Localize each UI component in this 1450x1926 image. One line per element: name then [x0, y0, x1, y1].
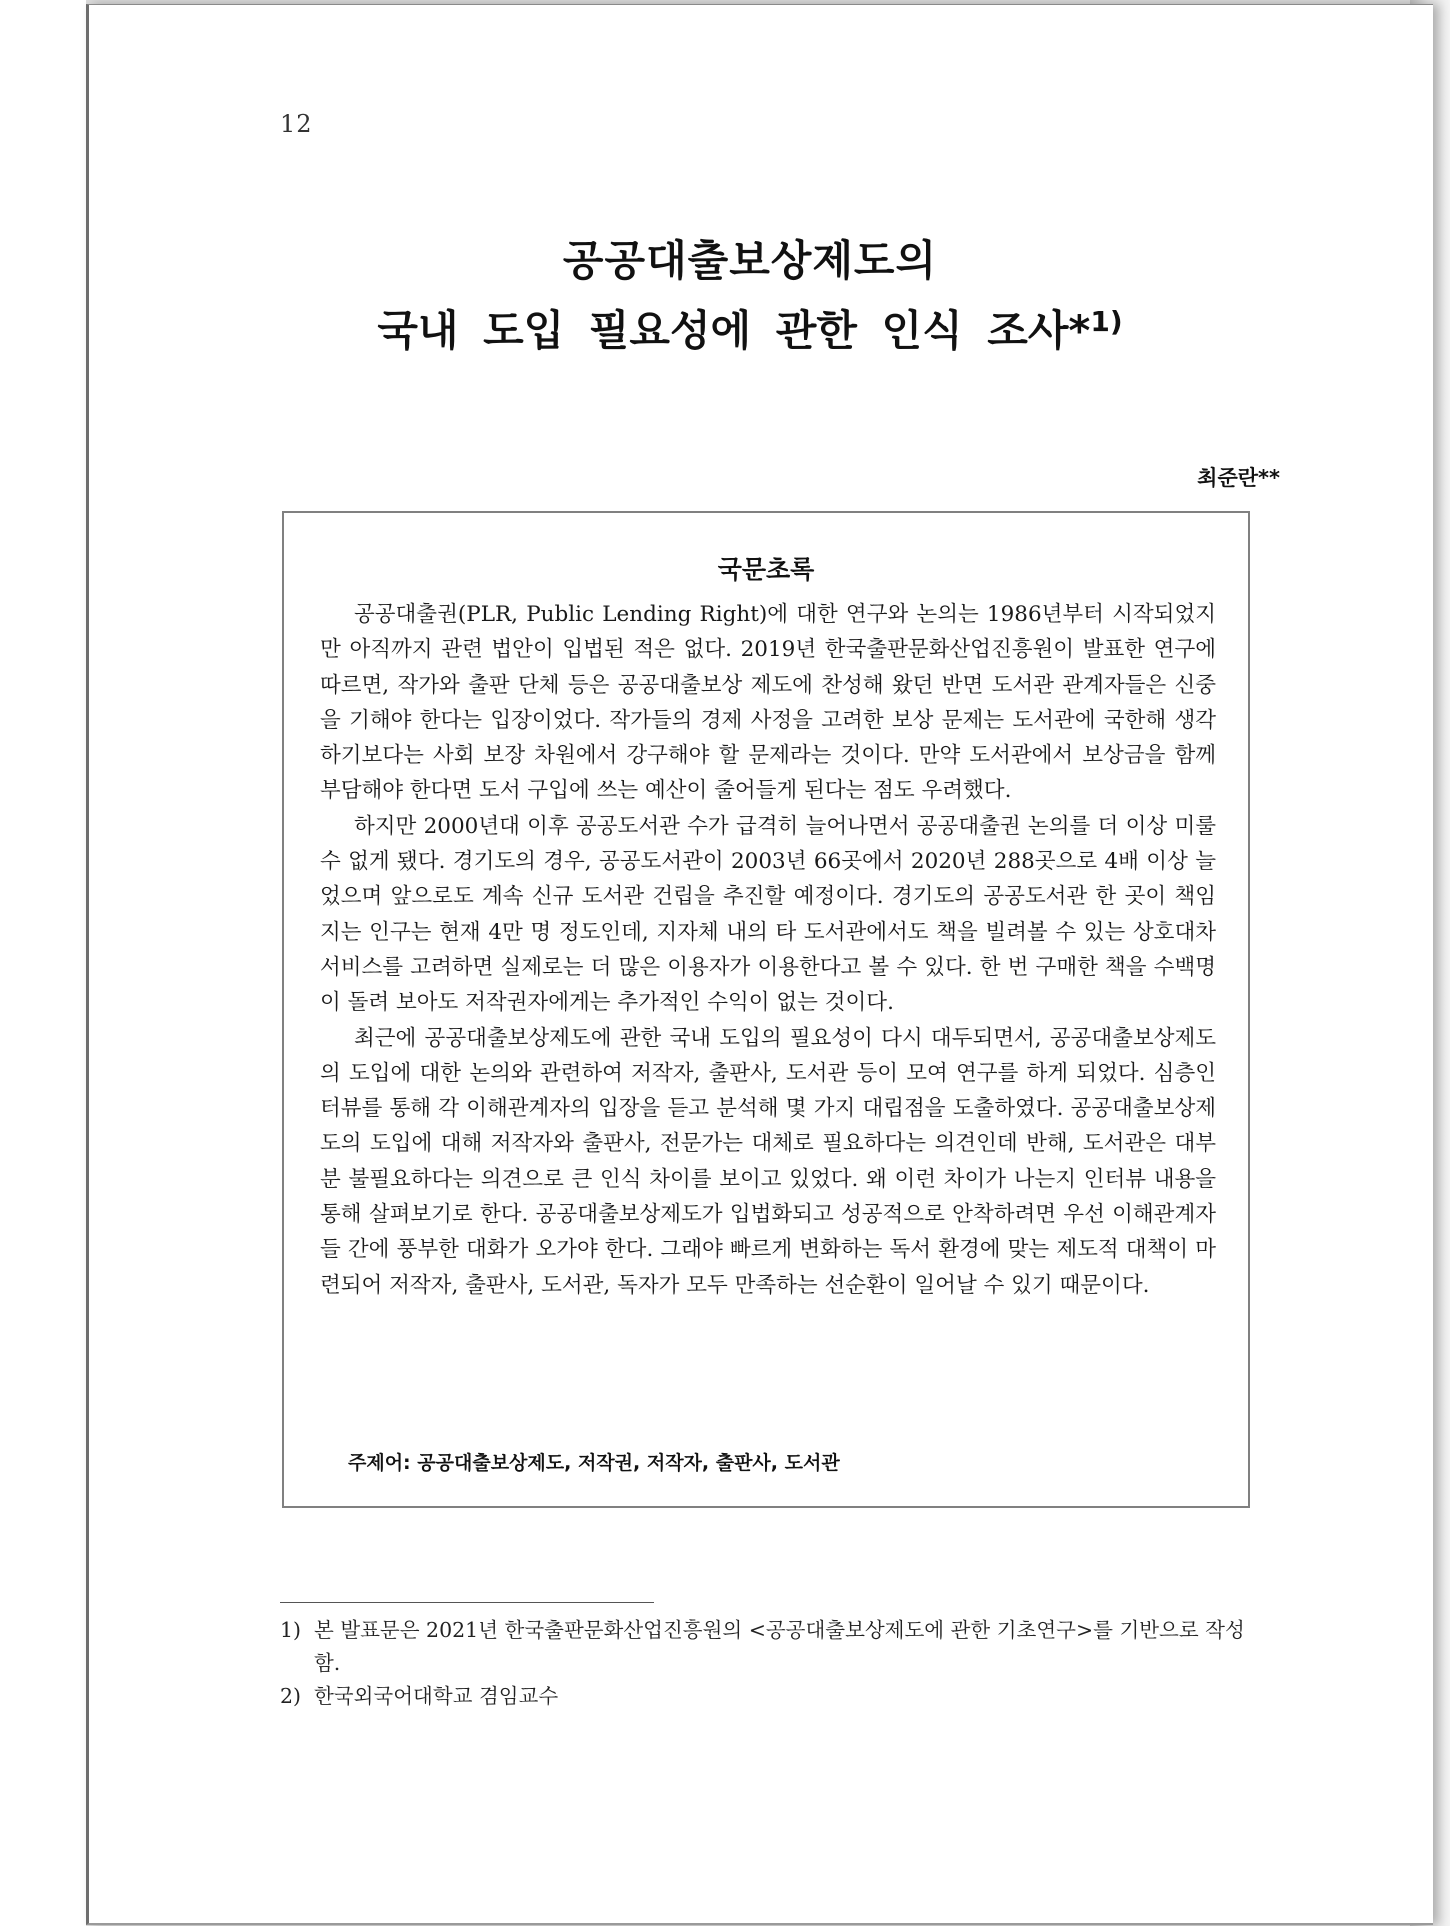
footnote-item	[280, 1680, 1270, 1713]
abstract-paragraph: 공공대출권(PLR, Public Lending Right)에 대한 연구와 논의는 1986년부터 시작되었지만 아직까지 관련 법안이 입법된 적은 없다. 2019년 한국출판문화산업진흥원이 발표한 연구에 따르면, 작가와 출판 단체 등은 공공대출보상 제도에 찬성해 왔던 반면 도서관 관계자들은 신중을 기해야 한다는 입장이었다. 작가들의 경제 사정을 고려한 보상 문제는 도서관에 국한해 생각하기보다는 사회 보장 차원에서 강구해야 할 문제라는 것이다. 만약 도서관에서 보상금을 함께 부담해야 한다면 도서 구입에 쓰는 예산이 줄어들게 된다는 점도 우려했다.	[320, 602, 1216, 804]
footnotes	[280, 1614, 1270, 1713]
title-line-2	[300, 298, 1200, 358]
abstract-box	[282, 511, 1250, 1508]
title-footnote-ref: 1)	[1090, 305, 1123, 338]
title-line-2-text: 국내 도입 필요성에 관한 인식 조사*	[377, 306, 1091, 355]
page-number: 12	[280, 110, 313, 138]
abstract-paragraph: 하지만 2000년대 이후 공공도서관 수가 급격히 늘어나면서 공공대출권 논의를 더 이상 미룰 수 없게 됐다. 경기도의 경우, 공공도서관이 2003년 66곳에서 2020년 288곳으로 4배 이상 늘었으며 앞으로도 계속 신규 도서관 건립을 추진할 예정이다. 경기도의 공공도서관 한 곳이 책임지는 인구는 현재 4만 명 정도인데, 지자체 내의 타 도서관에서도 책을 빌려볼 수 있는 상호대차 서비스를 고려하면 실제로는 더 많은 이용자가 이용한다고 볼 수 있다. 한 번 구매한 책을 수백명이 돌려 보아도 저작권자에게는 추가적인 수익이 없는 것이다.	[320, 813, 1216, 1016]
footnote-item	[280, 1614, 1270, 1680]
abstract-paragraph: 최근에 공공대출보상제도에 관한 국내 도입의 필요성이 다시 대두되면서, 공공대출보상제도의 도입에 대한 논의와 관련하여 저작자, 출판사, 도서관 등이 모여 연구를 하게 되었다. 심층인터뷰를 통해 각 이해관계자의 입장을 듣고 분석해 몇 가지 대립점을 도출하였다. 공공대출보상제도의 도입에 대해 저작자와 출판사, 전문가는 대체로 필요하다는 의견인데 반해, 도서관은 대부분 불필요하다는 의견으로 큰 인식 차이를 보이고 있었다. 왜 이런 차이가 나는지 인터뷰 내용을 통해 살펴보기로 한다. 공공대출보상제도가 입법화되고 성공적으로 안착하려면 우선 이해관계자들 간에 풍부한 대화가 오가야 한다. 그래야 빠르게 변화하는 독서 환경에 맞는 제도적 대책이 마련되어 저작자, 출판사, 도서관, 독자가 모두 만족하는 선순환이 일어날 수 있기 때문이다.	[320, 1025, 1216, 1298]
background-margin	[0, 0, 86, 1926]
footnote-text: 한국외국어대학교 겸임교수	[314, 1684, 559, 1708]
footnote-number: 2)	[280, 1684, 302, 1708]
title-line-1: 공공대출보상제도의	[562, 236, 938, 285]
footnote-divider	[280, 1602, 654, 1603]
abstract-heading: 국문초록	[717, 555, 815, 584]
author-name: 최준란**	[1197, 466, 1280, 490]
abstract-body	[320, 597, 1216, 1303]
footnote-number: 1)	[280, 1618, 302, 1642]
keywords: 주제어: 공공대출보상제도, 저작권, 저작자, 출판사, 도서관	[348, 1452, 840, 1474]
footnote-text: 본 발표문은 2021년 한국출판문화산업진흥원의 <공공대출보상제도에 관한 기초연구>를 기반으로 작성함.	[314, 1618, 1245, 1675]
